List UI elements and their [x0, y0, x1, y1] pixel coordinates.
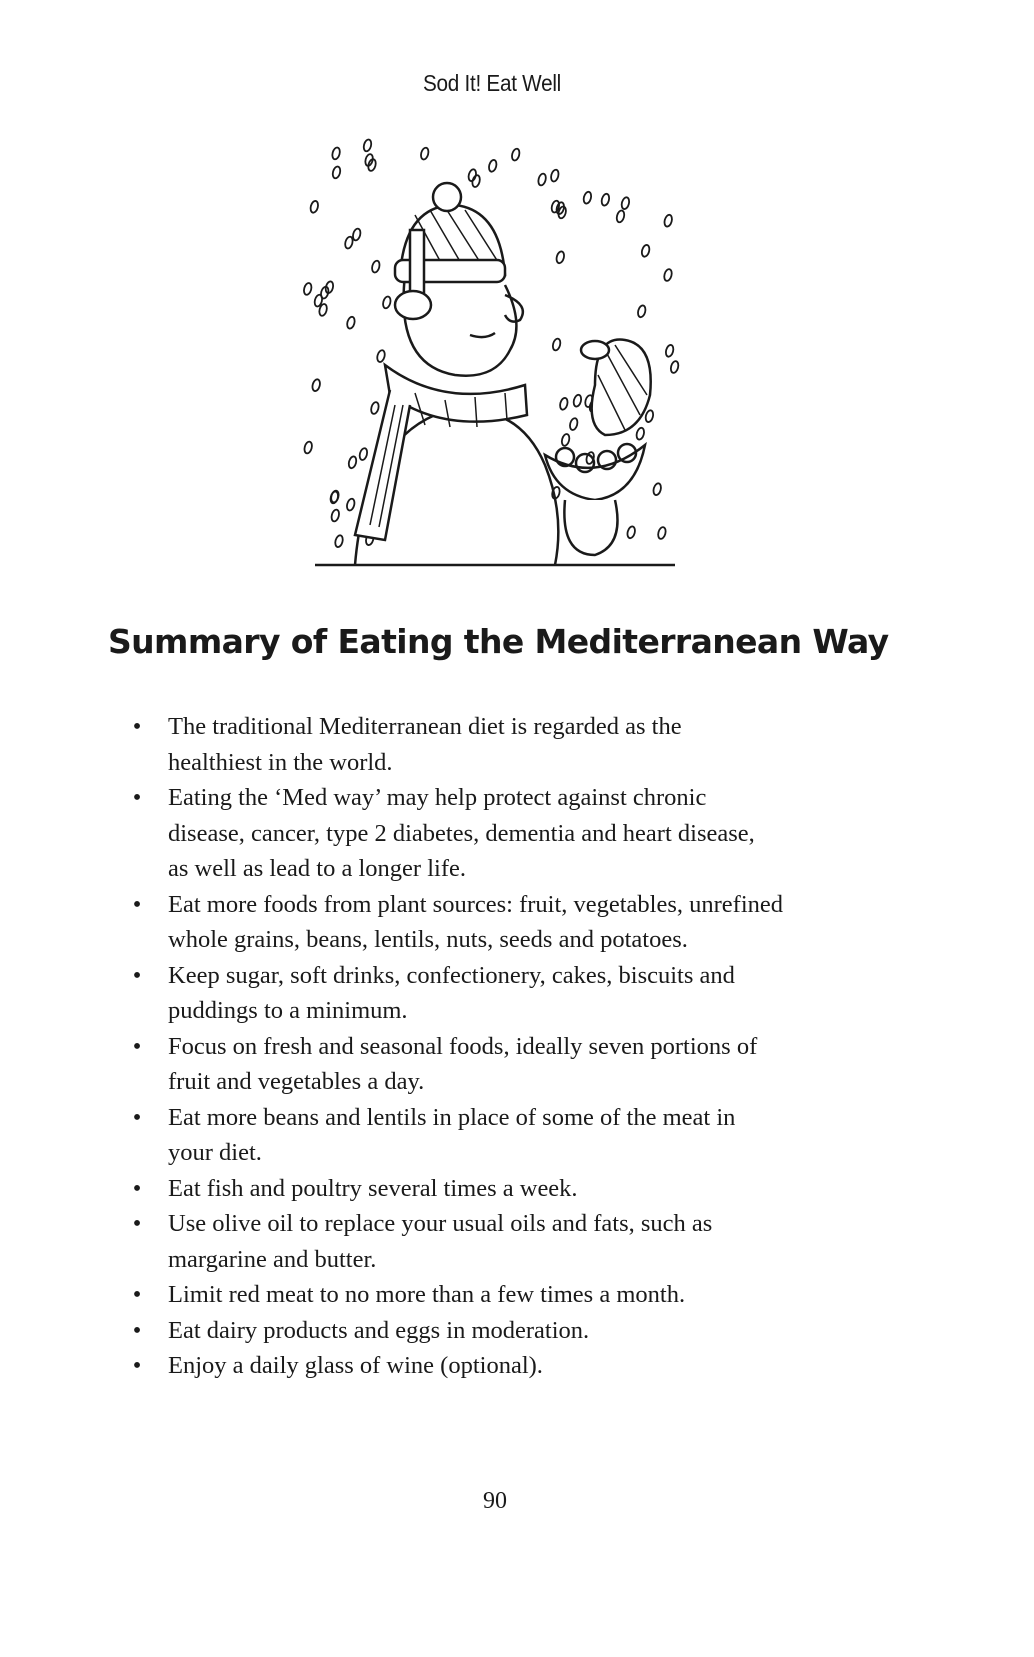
raindrop — [550, 169, 560, 182]
raindrop — [569, 417, 579, 430]
raindrop — [358, 447, 368, 460]
running-head: Sod It! Eat Well — [423, 70, 561, 96]
raindrop — [303, 282, 313, 295]
section-heading: Summary of Eating the Mediterranean Way — [108, 622, 889, 661]
raindrop — [600, 193, 610, 206]
raindrop — [644, 409, 654, 422]
bullet-icon: • — [132, 961, 142, 989]
raindrop — [488, 159, 498, 172]
bullet-item — [132, 1029, 783, 1100]
raindrop — [376, 349, 386, 362]
raindrop — [334, 534, 344, 547]
raindrop — [370, 401, 380, 414]
raindrop — [331, 147, 341, 160]
bullet-icon: • — [132, 1316, 142, 1344]
bullet-text-line: whole grains, beans, lentils, nuts, seeds and potatoes. — [168, 926, 688, 953]
bullet-icon: • — [132, 1032, 142, 1060]
bullet-icon: • — [132, 784, 142, 811]
raindrop — [352, 228, 362, 241]
raindrop — [303, 441, 313, 454]
raindrop — [663, 214, 673, 227]
raindrop — [582, 191, 592, 204]
raindrop — [572, 394, 582, 407]
raindrop — [641, 244, 651, 257]
bullet-item — [132, 1206, 783, 1277]
raindrop — [371, 260, 381, 273]
raindrop — [311, 378, 321, 391]
raindrop — [511, 148, 521, 161]
bullet-icon: • — [132, 1103, 142, 1131]
raindrop — [309, 200, 319, 213]
raindrop — [626, 526, 636, 539]
bullet-text-line: The traditional Mediterranean diet is regarded as the — [168, 713, 682, 740]
raindrop — [670, 360, 680, 373]
bullet-item — [132, 958, 783, 1029]
raindrop — [363, 139, 373, 152]
raindrop — [663, 268, 673, 281]
page-number: 90 — [483, 1488, 507, 1514]
raindrop — [346, 316, 356, 329]
raindrop — [665, 344, 675, 357]
raindrop — [559, 397, 569, 410]
illustration-man-in-rain — [295, 135, 695, 575]
bullet-text-line: Focus on fresh and seasonal foods, ideally seven portions of — [168, 1032, 758, 1060]
bullet-item — [132, 1277, 783, 1313]
raindrop — [616, 210, 626, 223]
raindrop — [332, 166, 342, 179]
bullet-item — [132, 1313, 783, 1349]
bullet-text-line: Eat dairy products and eggs in moderation. — [168, 1316, 590, 1344]
bullet-text-line: your diet. — [168, 1139, 262, 1166]
bullet-text-line: Keep sugar, soft drinks, confectionery, cakes, biscuits and — [168, 961, 735, 989]
bullet-item — [132, 780, 783, 887]
bullet-text-line: Eat fish and poultry several times a week. — [168, 1174, 578, 1202]
bullet-icon: • — [132, 1352, 142, 1379]
raindrop — [555, 251, 565, 264]
raindrop — [348, 456, 358, 469]
bullet-text-line: as well as lead to a longer life. — [168, 855, 466, 882]
bullet-item — [132, 1100, 783, 1171]
bullet-item — [132, 709, 783, 780]
bullet-icon: • — [132, 1281, 142, 1308]
bullet-text-line: disease, cancer, type 2 diabetes, dementia and heart disease, — [168, 819, 755, 847]
raindrop — [652, 482, 662, 495]
bullet-icon: • — [132, 1174, 142, 1202]
bullet-item — [132, 887, 783, 958]
raindrop — [637, 305, 647, 318]
bullet-text-line: Eat more beans and lentils in place of some of the meat in — [168, 1103, 736, 1131]
bullet-icon: • — [132, 890, 142, 918]
raindrop — [657, 526, 667, 539]
bullet-text-line: Enjoy a daily glass of wine (optional). — [168, 1352, 543, 1379]
raindrop — [382, 296, 392, 309]
raindrop — [420, 147, 430, 160]
bullet-text-line: Limit red meat to no more than a few times a month. — [168, 1281, 686, 1308]
bullet-text-line: Eating the ‘Med way’ may help protect against chronic — [168, 784, 707, 811]
bullet-text-line: fruit and vegetables a day. — [168, 1068, 425, 1095]
raindrop — [330, 509, 340, 522]
bullet-text-line: Eat more foods from plant sources: fruit, vegetables, unrefined — [168, 890, 784, 918]
raindrop — [620, 196, 630, 209]
summary-bullet-list — [132, 709, 783, 1384]
bullet-text-line: Use olive oil to replace your usual oils and fats, such as — [168, 1210, 713, 1237]
raindrop — [552, 338, 562, 351]
bullet-item — [132, 1171, 783, 1207]
bullet-icon: • — [132, 1210, 142, 1237]
bullet-item — [132, 1348, 783, 1384]
bullet-text-line: margarine and butter. — [168, 1245, 377, 1273]
bullet-text-line: healthiest in the world. — [168, 748, 393, 776]
raindrop — [537, 173, 547, 186]
bullet-text-line: puddings to a minimum. — [168, 997, 408, 1024]
raindrop — [561, 433, 571, 446]
raindrop — [346, 498, 356, 511]
bullet-icon: • — [132, 713, 142, 740]
raindrop — [635, 427, 645, 440]
